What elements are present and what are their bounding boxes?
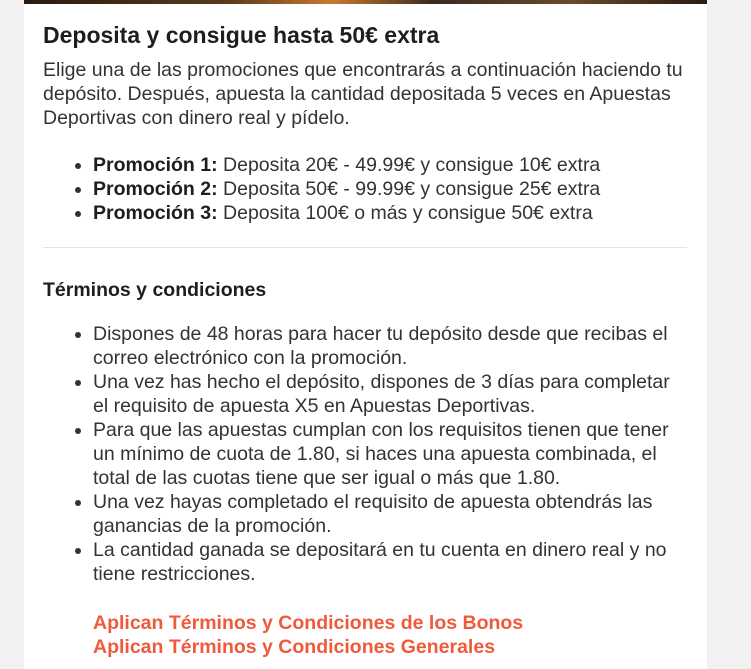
general-terms-link[interactable]: Aplican Términos y Condiciones Generales (93, 636, 496, 658)
promo-item-label: Promoción 1: (93, 154, 218, 176)
page-gutter-right (707, 0, 751, 669)
promo-item-text: Deposita 20€ - 49.99€ y consigue 10€ extra (217, 154, 601, 176)
terms-list (43, 322, 688, 586)
promo-item-label: Promoción 2: (93, 178, 218, 200)
terms-item: • La cantidad ganada se depositará en tu cuenta en dinero real y no tiene restricciones. (93, 538, 688, 586)
terms-item: • Dispones de 48 horas para hacer tu depósito desde que recibas el correo electrónico con la promoción. (93, 322, 688, 370)
promo-item-3 (93, 201, 688, 225)
promo-list (43, 153, 688, 225)
promo-item-1 (93, 153, 688, 177)
bonus-terms-link[interactable]: Aplican Términos y Condiciones de los Bonos (93, 612, 524, 634)
hero-image-edge (24, 0, 707, 4)
promo-item-text: Deposita 100€ o más y consigue 50€ extra (217, 202, 593, 224)
terms-title: Términos y condiciones (43, 279, 267, 301)
promo-item-2 (93, 177, 688, 201)
terms-item: • Para que las apuestas cumplan con los requisitos tienen que tener un mínimo de cuota de 1.80, si haces una apuesta combinada, el total de las cuotas tiene que ser igual o más que 1.80. (93, 418, 688, 490)
terms-links (43, 611, 688, 659)
terms-item: • Una vez hayas completado el requisito de apuesta obtendrás las ganancias de la promoción. (93, 490, 688, 538)
promo-intro: Elige una de las promociones que encontrarás a continuación haciendo tu depósito. Después, apuesta la cantidad depositada 5 veces en Apuestas Deportivas con dinero real y pídelo. (43, 59, 683, 129)
promo-content (43, 20, 688, 659)
promo-item-text: Deposita 50€ - 99.99€ y consigue 25€ extra (217, 178, 601, 200)
promo-title: Deposita y consigue hasta 50€ extra (43, 22, 440, 48)
terms-item: • Una vez has hecho el depósito, dispones de 3 días para completar el requisito de apuesta X5 en Apuestas Deportivas. (93, 370, 688, 418)
promo-card (24, 0, 707, 669)
promo-item-label: Promoción 3: (93, 202, 218, 224)
section-divider (43, 247, 687, 248)
